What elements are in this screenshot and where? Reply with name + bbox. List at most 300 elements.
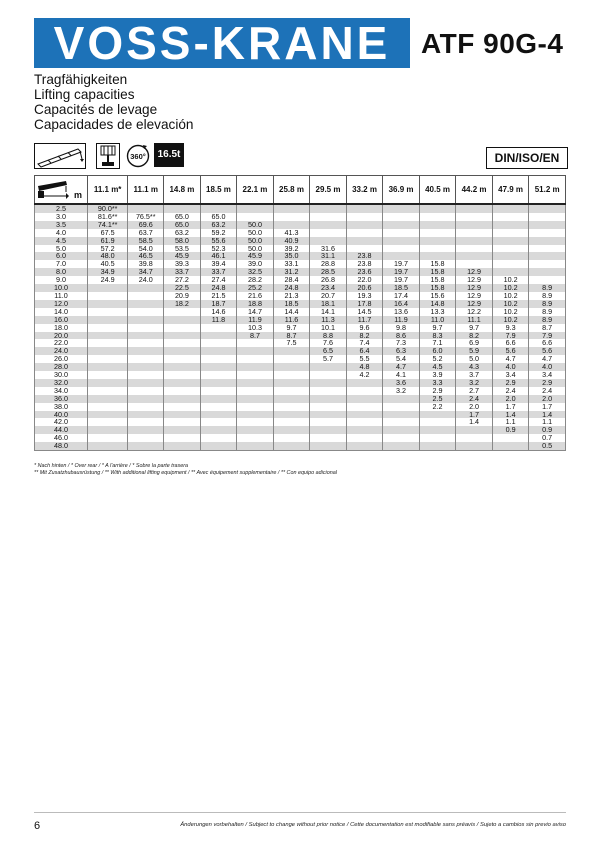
capacity-cell xyxy=(273,418,310,426)
capacity-cell xyxy=(456,426,493,434)
capacity-cell xyxy=(273,426,310,434)
capacity-cell: 33.1 xyxy=(273,260,310,268)
capacity-cell xyxy=(88,434,128,442)
radius-cell: 3.0 xyxy=(35,213,88,221)
capacity-cell: 11.1 xyxy=(456,316,493,324)
table-row xyxy=(35,363,566,371)
capacity-cell xyxy=(164,316,201,324)
capacity-cell xyxy=(88,442,128,450)
title-de: Tragfähigkeiten xyxy=(34,72,128,87)
capacity-cell: 39.2 xyxy=(273,245,310,253)
capacity-cell: 3.4 xyxy=(529,371,566,379)
capacity-cell: 5.7 xyxy=(310,355,347,363)
capacity-cell: 6.5 xyxy=(310,347,347,355)
capacity-cell xyxy=(200,418,237,426)
column-header: 11.1 m* xyxy=(88,176,128,205)
table-row xyxy=(35,300,566,308)
capacity-cell xyxy=(310,371,347,379)
capacity-cell xyxy=(128,339,164,347)
capacity-cell xyxy=(237,418,274,426)
capacity-cell: 12.9 xyxy=(456,300,493,308)
capacity-cell xyxy=(88,363,128,371)
column-header: 36.9 m xyxy=(383,176,420,205)
capacity-cell xyxy=(164,347,201,355)
capacity-cell xyxy=(164,332,201,340)
capacity-cell: 19.3 xyxy=(346,292,383,300)
column-header: 40.5 m xyxy=(419,176,456,205)
capacity-cell xyxy=(128,371,164,379)
capacity-cell xyxy=(128,316,164,324)
capacity-cell: 3.3 xyxy=(419,379,456,387)
capacity-cell: 8.3 xyxy=(419,332,456,340)
capacity-cell: 23.8 xyxy=(346,260,383,268)
capacity-cell: 15.8 xyxy=(419,260,456,268)
column-header: 25.8 m xyxy=(273,176,310,205)
capacity-cell xyxy=(529,252,566,260)
capacity-cell xyxy=(419,237,456,245)
footnotes xyxy=(34,463,337,477)
capacity-cell: 9.7 xyxy=(419,324,456,332)
capacity-cell xyxy=(88,332,128,340)
capacity-cell: 1.4 xyxy=(529,411,566,419)
capacity-cell: 31.6 xyxy=(310,245,347,253)
capacity-cell: 15.8 xyxy=(419,284,456,292)
radius-cell: 20.0 xyxy=(35,332,88,340)
table-row xyxy=(35,434,566,442)
capacity-cell: 50.0 xyxy=(237,245,274,253)
capacity-cell: 17.8 xyxy=(346,300,383,308)
radius-cell: 46.0 xyxy=(35,434,88,442)
capacity-cell xyxy=(346,379,383,387)
capacity-cell: 33.7 xyxy=(200,268,237,276)
capacity-cell: 41.3 xyxy=(273,229,310,237)
page-number: 6 xyxy=(34,820,41,832)
capacity-cell: 26.8 xyxy=(310,276,347,284)
capacity-cell: 8.9 xyxy=(529,300,566,308)
capacity-cell: 11.3 xyxy=(310,316,347,324)
capacity-cell xyxy=(200,387,237,395)
capacity-cell xyxy=(237,339,274,347)
capacity-cell: 1.1 xyxy=(492,418,529,426)
capacity-cell xyxy=(492,260,529,268)
capacity-cell xyxy=(200,371,237,379)
capacity-cell xyxy=(128,300,164,308)
capacity-cell: 13.3 xyxy=(419,308,456,316)
table-row xyxy=(35,339,566,347)
capacity-cell xyxy=(88,300,128,308)
capacity-cell: 27.2 xyxy=(164,276,201,284)
capacity-cell xyxy=(529,237,566,245)
capacity-cell xyxy=(237,426,274,434)
table-row xyxy=(35,442,566,450)
capacity-cell: 10.3 xyxy=(237,324,274,332)
capacity-cell xyxy=(346,434,383,442)
capacity-cell xyxy=(164,411,201,419)
capacity-cell: 11.6 xyxy=(273,316,310,324)
capacity-cell xyxy=(346,442,383,450)
capacity-cell: 1.7 xyxy=(492,403,529,411)
capacity-cell: 4.3 xyxy=(456,363,493,371)
capacity-cell xyxy=(164,339,201,347)
capacity-cell: 5.6 xyxy=(529,347,566,355)
capacity-cell: 18.5 xyxy=(383,284,420,292)
capacity-cell: 2.0 xyxy=(456,403,493,411)
boom-extended-icon xyxy=(34,143,86,169)
table-row xyxy=(35,292,566,300)
capacity-cell xyxy=(88,316,128,324)
capacity-cell: 11.9 xyxy=(383,316,420,324)
table-row xyxy=(35,387,566,395)
capacity-cell: 25.2 xyxy=(237,284,274,292)
capacity-cell: 10.2 xyxy=(492,284,529,292)
capacity-cell xyxy=(164,418,201,426)
capacity-cell: 50.0 xyxy=(237,237,274,245)
capacity-cell: 8.7 xyxy=(237,332,274,340)
capacity-cell: 7.5 xyxy=(273,339,310,347)
capacity-cell: 35.0 xyxy=(273,252,310,260)
capacity-cell xyxy=(164,426,201,434)
capacity-cell: 2.0 xyxy=(529,395,566,403)
capacity-cell xyxy=(128,387,164,395)
table-body xyxy=(35,204,566,451)
capacity-cell: 7.9 xyxy=(529,332,566,340)
capacity-cell xyxy=(88,339,128,347)
capacity-cell xyxy=(419,229,456,237)
capacity-cell xyxy=(310,363,347,371)
capacity-cell: 24.9 xyxy=(88,276,128,284)
capacity-cell: 14.4 xyxy=(273,308,310,316)
capacity-cell: 6.3 xyxy=(383,347,420,355)
standard-badge: DIN/ISO/EN xyxy=(486,147,568,169)
radius-cell: 42.0 xyxy=(35,418,88,426)
capacity-cell: 18.7 xyxy=(200,300,237,308)
capacity-cell xyxy=(310,418,347,426)
radius-cell: 3.5 xyxy=(35,221,88,229)
capacity-cell xyxy=(237,355,274,363)
radius-cell: 38.0 xyxy=(35,403,88,411)
capacity-cell xyxy=(128,403,164,411)
capacity-cell: 76.5** xyxy=(128,213,164,221)
capacity-cell xyxy=(164,395,201,403)
capacity-cell: 57.2 xyxy=(88,245,128,253)
capacity-cell: 3.4 xyxy=(492,371,529,379)
capacity-cell xyxy=(88,395,128,403)
capacity-cell xyxy=(529,221,566,229)
radius-cell: 22.0 xyxy=(35,339,88,347)
capacity-cell xyxy=(200,426,237,434)
capacity-cell: 12.9 xyxy=(456,292,493,300)
capacity-cell: 28.8 xyxy=(310,260,347,268)
radius-cell: 7.0 xyxy=(35,260,88,268)
capacity-cell xyxy=(88,355,128,363)
capacity-cell xyxy=(529,260,566,268)
capacity-cell: 11.8 xyxy=(200,316,237,324)
capacity-cell: 69.6 xyxy=(128,221,164,229)
brand-name: VOSS-KRANE xyxy=(53,17,391,69)
capacity-cell xyxy=(273,411,310,419)
capacity-cell xyxy=(419,245,456,253)
capacity-cell xyxy=(383,411,420,419)
title-block xyxy=(34,72,193,132)
capacity-cell: 8.7 xyxy=(529,324,566,332)
capacity-cell: 8.6 xyxy=(383,332,420,340)
capacity-cell xyxy=(237,403,274,411)
capacity-cell: 28.2 xyxy=(237,276,274,284)
capacity-cell: 31.2 xyxy=(273,268,310,276)
capacity-cell xyxy=(273,442,310,450)
capacity-cell xyxy=(273,371,310,379)
capacity-cell xyxy=(492,442,529,450)
capacity-cell xyxy=(88,371,128,379)
capacity-cell xyxy=(419,204,456,213)
radius-cell: 2.5 xyxy=(35,204,88,213)
table-row xyxy=(35,316,566,324)
rotation-label: 360° xyxy=(130,152,146,161)
table-row xyxy=(35,403,566,411)
capacity-cell: 2.9 xyxy=(492,379,529,387)
capacity-cell xyxy=(237,434,274,442)
capacity-cell: 4.1 xyxy=(383,371,420,379)
capacity-cell: 65.0 xyxy=(200,213,237,221)
capacity-cell xyxy=(128,332,164,340)
capacity-cell xyxy=(237,363,274,371)
capacity-cell: 14.6 xyxy=(200,308,237,316)
capacity-cell xyxy=(128,442,164,450)
capacity-cell xyxy=(346,229,383,237)
capacity-cell: 52.3 xyxy=(200,245,237,253)
capacity-cell xyxy=(273,387,310,395)
capacity-cell xyxy=(200,324,237,332)
capacity-cell xyxy=(237,411,274,419)
capacity-cell: 1.7 xyxy=(456,411,493,419)
capacity-cell xyxy=(346,221,383,229)
capacity-cell: 19.7 xyxy=(383,268,420,276)
capacity-cell xyxy=(237,371,274,379)
capacity-cell: 40.5 xyxy=(88,260,128,268)
capacity-cell: 13.6 xyxy=(383,308,420,316)
capacity-cell xyxy=(200,434,237,442)
capacity-cell xyxy=(529,245,566,253)
capacity-cell xyxy=(419,213,456,221)
table-row xyxy=(35,426,566,434)
capacity-cell: 21.5 xyxy=(200,292,237,300)
capacity-cell xyxy=(492,252,529,260)
capacity-cell xyxy=(346,418,383,426)
capacity-cell: 22.5 xyxy=(164,284,201,292)
capacity-cell: 4.7 xyxy=(383,363,420,371)
capacity-cell: 14.1 xyxy=(310,308,347,316)
capacity-cell: 58.5 xyxy=(128,237,164,245)
capacity-cell xyxy=(164,363,201,371)
capacity-cell xyxy=(273,395,310,403)
capacity-cell: 11.9 xyxy=(237,316,274,324)
capacity-cell: 19.7 xyxy=(383,260,420,268)
capacity-cell: 10.2 xyxy=(492,292,529,300)
capacity-cell: 24.8 xyxy=(273,284,310,292)
capacity-cell xyxy=(383,237,420,245)
capacity-cell: 59.2 xyxy=(200,229,237,237)
counterweight-badge xyxy=(154,143,184,167)
capacity-cell xyxy=(128,324,164,332)
capacity-cell xyxy=(383,395,420,403)
brand-banner xyxy=(34,18,410,68)
capacity-cell: 10.2 xyxy=(492,300,529,308)
capacity-cell: 53.5 xyxy=(164,245,201,253)
capacity-cell: 4.7 xyxy=(492,355,529,363)
radius-cell: 9.0 xyxy=(35,276,88,284)
capacity-cell xyxy=(310,426,347,434)
capacity-cell xyxy=(273,355,310,363)
capacity-cell: 5.4 xyxy=(383,355,420,363)
capacity-cell xyxy=(88,379,128,387)
capacity-cell xyxy=(492,434,529,442)
radius-cell: 4.5 xyxy=(35,237,88,245)
capacity-cell xyxy=(310,379,347,387)
capacity-cell: 1.7 xyxy=(529,403,566,411)
capacity-cell xyxy=(310,204,347,213)
capacity-cell: 1.1 xyxy=(529,418,566,426)
capacity-cell: 48.0 xyxy=(88,252,128,260)
capacity-cell xyxy=(419,411,456,419)
capacity-cell: 21.3 xyxy=(273,292,310,300)
capacity-cell: 8.9 xyxy=(529,292,566,300)
radius-cell: 14.0 xyxy=(35,308,88,316)
capacity-cell xyxy=(456,245,493,253)
capacity-cell: 45.9 xyxy=(237,252,274,260)
capacity-cell xyxy=(346,426,383,434)
radius-cell: 40.0 xyxy=(35,411,88,419)
capacity-cell: 6.6 xyxy=(529,339,566,347)
capacity-cell xyxy=(383,213,420,221)
footnote-rear: * Nach hinten / * Over rear / * A l'arrière / * Sobre la parte trasera xyxy=(34,463,189,469)
capacity-cell: 15.8 xyxy=(419,276,456,284)
capacity-cell xyxy=(456,204,493,213)
capacity-cell xyxy=(88,308,128,316)
radius-cell: 48.0 xyxy=(35,442,88,450)
capacity-cell xyxy=(88,387,128,395)
capacity-cell: 23.4 xyxy=(310,284,347,292)
column-header: 18.5 m xyxy=(200,176,237,205)
capacity-cell xyxy=(383,442,420,450)
capacity-cell: 7.3 xyxy=(383,339,420,347)
capacity-cell xyxy=(200,411,237,419)
capacity-cell: 55.6 xyxy=(200,237,237,245)
radius-cell: 18.0 xyxy=(35,324,88,332)
capacity-cell xyxy=(200,347,237,355)
capacity-cell: 3.6 xyxy=(383,379,420,387)
capacity-cell xyxy=(346,237,383,245)
outrigger-icon xyxy=(96,143,120,169)
capacity-cell xyxy=(310,221,347,229)
capacity-cell xyxy=(200,363,237,371)
capacity-cell: 9.7 xyxy=(273,324,310,332)
capacity-cell xyxy=(419,434,456,442)
capacity-cell: 67.5 xyxy=(88,229,128,237)
table-row xyxy=(35,418,566,426)
capacity-cell: 5.6 xyxy=(492,347,529,355)
capacity-cell xyxy=(346,213,383,221)
capacity-cell xyxy=(164,355,201,363)
capacity-cell xyxy=(383,426,420,434)
capacity-cell xyxy=(419,442,456,450)
capacity-cell: 19.7 xyxy=(383,276,420,284)
capacity-cell xyxy=(310,387,347,395)
capacity-cell: 20.7 xyxy=(310,292,347,300)
title-en: Lifting capacities xyxy=(34,87,135,102)
capacity-cell xyxy=(383,204,420,213)
table-row xyxy=(35,347,566,355)
capacity-cell xyxy=(88,347,128,355)
capacity-cell: 7.9 xyxy=(492,332,529,340)
capacity-cell: 7.4 xyxy=(346,339,383,347)
column-header: 22.1 m xyxy=(237,176,274,205)
column-header: 51.2 m xyxy=(529,176,566,205)
capacity-cell: 40.9 xyxy=(273,237,310,245)
capacity-cell: 11.7 xyxy=(346,316,383,324)
radius-cell: 12.0 xyxy=(35,300,88,308)
capacity-cell: 50.0 xyxy=(237,221,274,229)
footer-disclaimer: Änderungen vorbehalten / Subject to change without prior notice / Cette documentation est modifiable sans préavis / Sujeto a cambios sin previo aviso xyxy=(180,822,566,828)
radius-cell: 10.0 xyxy=(35,284,88,292)
capacity-cell: 4.5 xyxy=(419,363,456,371)
capacity-cell: 20.6 xyxy=(346,284,383,292)
capacity-cell xyxy=(164,379,201,387)
column-header: 11.1 m xyxy=(128,176,164,205)
capacity-cell: 6.6 xyxy=(492,339,529,347)
radius-icon xyxy=(36,178,86,200)
capacity-cell: 5.9 xyxy=(456,347,493,355)
capacity-cell xyxy=(310,403,347,411)
capacity-cell: 0.7 xyxy=(529,434,566,442)
capacity-cell xyxy=(88,292,128,300)
capacity-cell xyxy=(492,237,529,245)
capacity-cell xyxy=(164,387,201,395)
lifting-capacity-table xyxy=(34,175,566,451)
capacity-cell xyxy=(383,434,420,442)
radius-header xyxy=(35,176,88,205)
capacity-cell: 18.2 xyxy=(164,300,201,308)
capacity-cell: 5.2 xyxy=(419,355,456,363)
capacity-cell xyxy=(383,221,420,229)
capacity-cell: 2.9 xyxy=(529,379,566,387)
capacity-cell: 65.0 xyxy=(164,213,201,221)
radius-cell: 6.0 xyxy=(35,252,88,260)
capacity-cell: 2.4 xyxy=(492,387,529,395)
capacity-cell: 11.0 xyxy=(419,316,456,324)
capacity-cell xyxy=(237,204,274,213)
capacity-cell: 58.0 xyxy=(164,237,201,245)
capacity-cell: 6.4 xyxy=(346,347,383,355)
radius-cell: 4.0 xyxy=(35,229,88,237)
capacity-cell xyxy=(456,434,493,442)
capacity-cell xyxy=(310,442,347,450)
capacity-cell: 7.6 xyxy=(310,339,347,347)
capacity-cell xyxy=(456,213,493,221)
capacity-cell: 39.4 xyxy=(200,260,237,268)
column-header: 47.9 m xyxy=(492,176,529,205)
capacity-cell: 31.1 xyxy=(310,252,347,260)
capacity-cell xyxy=(164,442,201,450)
capacity-cell xyxy=(383,229,420,237)
capacity-cell: 6.9 xyxy=(456,339,493,347)
capacity-cell xyxy=(200,339,237,347)
capacity-cell: 9.7 xyxy=(456,324,493,332)
capacity-cell xyxy=(164,371,201,379)
capacity-cell: 18.8 xyxy=(237,300,274,308)
capacity-cell xyxy=(200,442,237,450)
capacity-cell xyxy=(273,347,310,355)
table-row xyxy=(35,371,566,379)
